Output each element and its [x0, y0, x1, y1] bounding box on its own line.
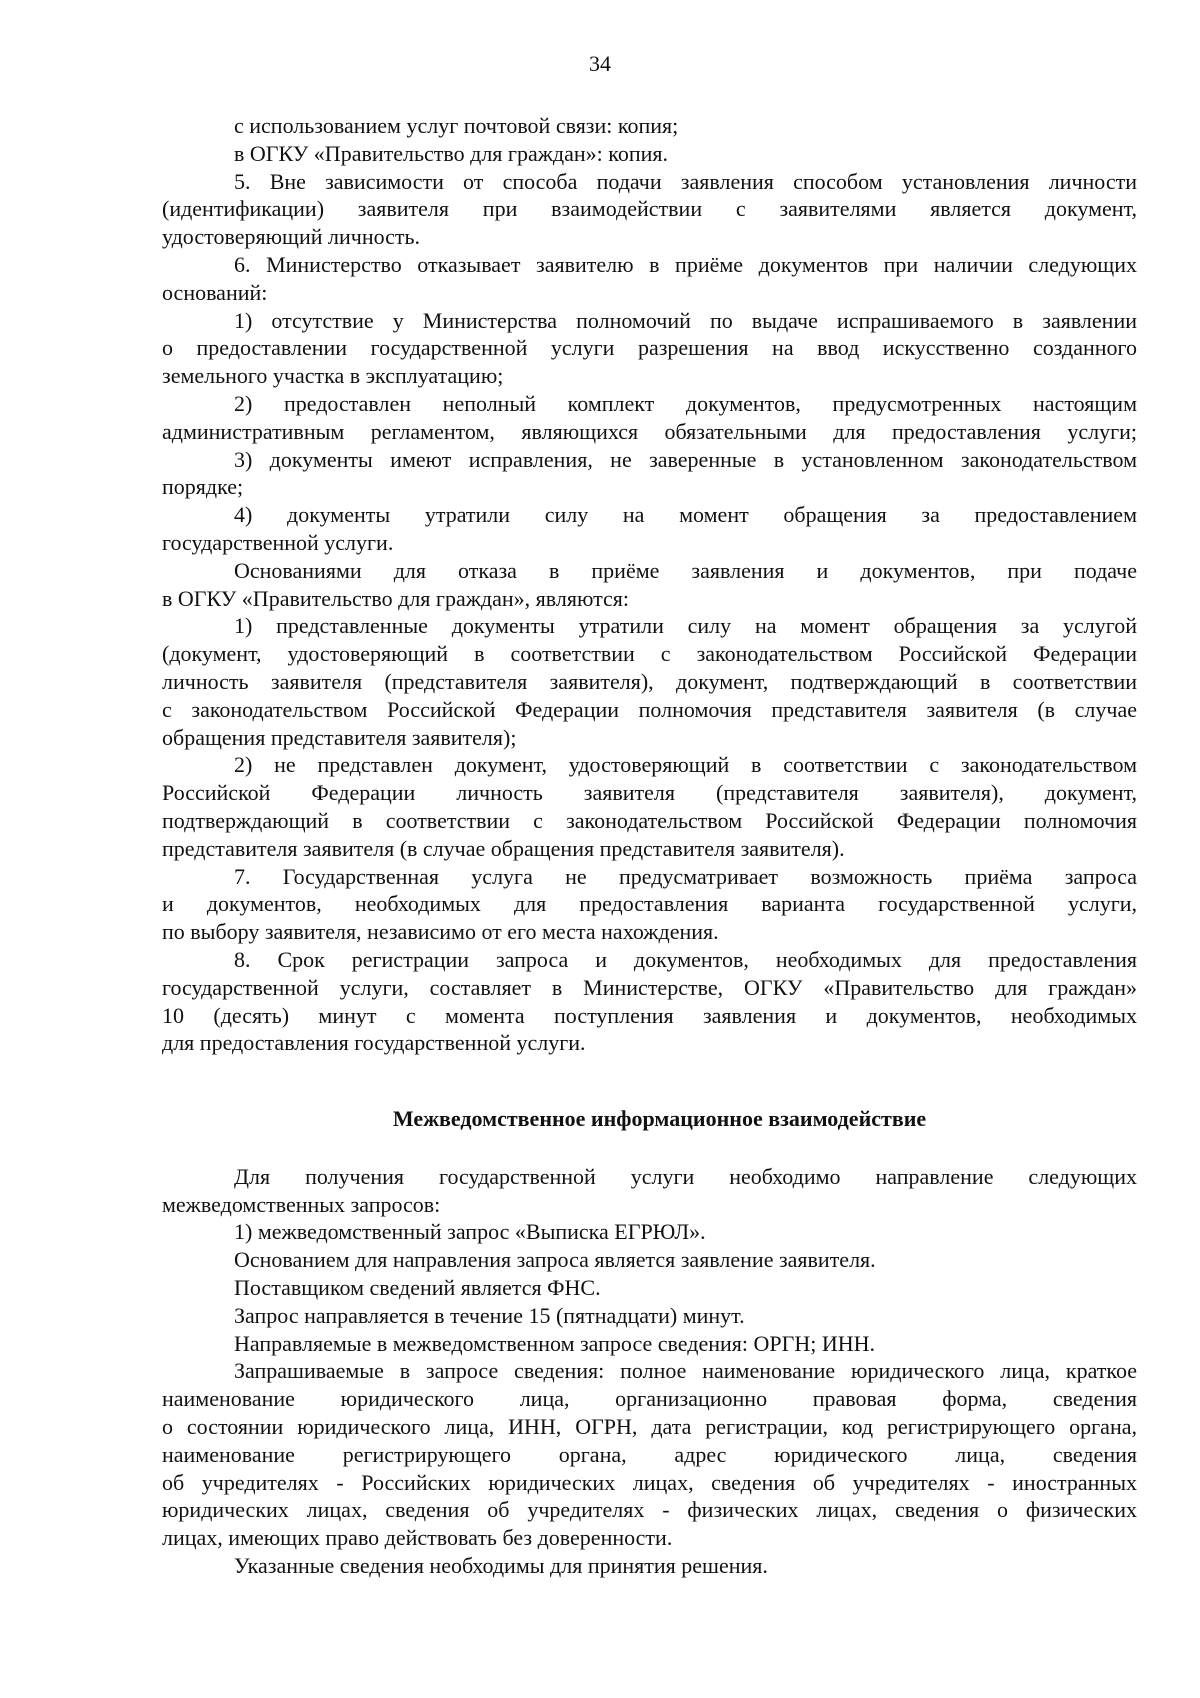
text-line: 10 (десять) минут с момента поступления заявления и документов, необходимых	[162, 1002, 1137, 1028]
text-line: 1) межведомственный запрос «Выписка ЕГРЮЛ».	[234, 1219, 706, 1245]
text-line: 6. Министерство отказывает заявителю в приёме документов при наличии следующих	[234, 251, 1137, 277]
section-gap	[162, 1057, 1137, 1105]
text-line: государственной услуги, составляет в Министерстве, ОГКУ «Правительство для граждан»	[162, 974, 1137, 1000]
text-line: юридических лицах, сведения об учредителях - физических лицах, сведения о физических	[162, 1497, 1137, 1523]
page-number: 34	[589, 51, 611, 76]
text-line: 1) отсутствие у Министерства полномочий по выдаче испрашиваемого в заявлении	[234, 307, 1137, 333]
text-line: 1) представленные документы утратили силу на момент обращения за услугой	[234, 613, 1137, 639]
text-line: (идентификации) заявителя при взаимодействии с заявителями является документ,	[162, 196, 1137, 222]
text-line: оснований:	[162, 279, 268, 305]
text-line: Поставщиком сведений является ФНС.	[234, 1275, 601, 1301]
text-line: порядке;	[162, 474, 244, 500]
text-line: удостоверяющий личность.	[162, 224, 421, 250]
text-line: 3) документы имеют исправления, не заверенные в установленном законодательством	[234, 446, 1137, 472]
text-line: административным регламентом, являющихся обязательными для предоставления услуги;	[162, 418, 1137, 444]
text-line: Для получения государственной услуги необходимо направление следующих	[234, 1163, 1137, 1189]
text-line: 4) документы утратили силу на момент обращения за предоставлением	[234, 502, 1137, 528]
text-line: в ОГКУ «Правительство для граждан», являются:	[162, 585, 629, 611]
section-heading: Межведомственное информационное взаимодействие	[392, 1106, 927, 1132]
text-line: личность заявителя (представителя заявителя), документ, подтверждающий в соответствии	[162, 668, 1137, 694]
text-line: обращения представителя заявителя);	[162, 724, 517, 750]
section-gap	[162, 1133, 1137, 1163]
text-line: представителя заявителя (в случае обращения представителя заявителя).	[162, 835, 845, 861]
text-line: по выбору заявителя, независимо от его места нахождения.	[162, 919, 719, 945]
text-line: 2) не представлен документ, удостоверяющий в соответствии с законодательством	[234, 752, 1137, 778]
text-line: Основанием для направления запроса является заявление заявителя.	[234, 1247, 876, 1273]
text-line: Указанные сведения необходимы для принятия решения.	[234, 1553, 768, 1579]
text-line: о состоянии юридического лица, ИНН, ОГРН, дата регистрации, код регистрирующего органа,	[162, 1414, 1137, 1440]
text-line: межведомственных запросов:	[162, 1191, 441, 1217]
text-line: земельного участка в эксплуатацию;	[162, 363, 504, 389]
text-line: Запрашиваемые в запросе сведения: полное наименование юридического лица, краткое	[234, 1358, 1137, 1384]
text-line: о предоставлении государственной услуги разрешения на ввод искусственно созданного	[162, 335, 1137, 361]
text-line: для предоставления государственной услуги.	[162, 1030, 586, 1056]
text-line: об учредителях - Российских юридических лицах, сведения об учредителях - иностранных	[162, 1469, 1137, 1495]
text-line: наименование регистрирующего органа, адрес юридического лица, сведения	[162, 1441, 1137, 1467]
text-line: 5. Вне зависимости от способа подачи заявления способом установления личности	[234, 168, 1137, 194]
text-line: Направляемые в межведомственном запросе сведения: ОРГН; ИНН.	[234, 1330, 876, 1356]
text-line: и документов, необходимых для предоставления варианта государственной услуги,	[162, 891, 1137, 917]
text-line: Запрос направляется в течение 15 (пятнадцати) минут.	[234, 1302, 745, 1328]
document-body	[162, 112, 1137, 1580]
text-line: наименование юридического лица, организационно правовая форма, сведения	[162, 1386, 1137, 1412]
text-line: Основаниями для отказа в приёме заявления и документов, при подаче	[234, 557, 1137, 583]
text-line: 8. Срок регистрации запроса и документов, необходимых для предоставления	[234, 946, 1137, 972]
text-line: в ОГКУ «Правительство для граждан»: копия.	[234, 140, 668, 166]
text-line: 7. Государственная услуга не предусматривает возможность приёма запроса	[234, 863, 1137, 889]
text-line: подтверждающий в соответствии с законодательством Российской Федерации полномочия	[162, 807, 1137, 833]
text-line: (документ, удостоверяющий в соответствии с законодательством Российской Федерации	[162, 641, 1137, 667]
text-line: государственной услуги.	[162, 529, 394, 555]
text-line: 2) предоставлен неполный комплект документов, предусмотренных настоящим	[234, 390, 1137, 416]
text-line: с использованием услуг почтовой связи: копия;	[234, 113, 679, 138]
text-line: лицах, имеющих право действовать без доверенности.	[162, 1525, 673, 1551]
text-line: с законодательством Российской Федерации полномочия представителя заявителя (в случае	[162, 696, 1137, 722]
text-line: Российской Федерации личность заявителя (представителя заявителя), документ,	[162, 780, 1137, 806]
